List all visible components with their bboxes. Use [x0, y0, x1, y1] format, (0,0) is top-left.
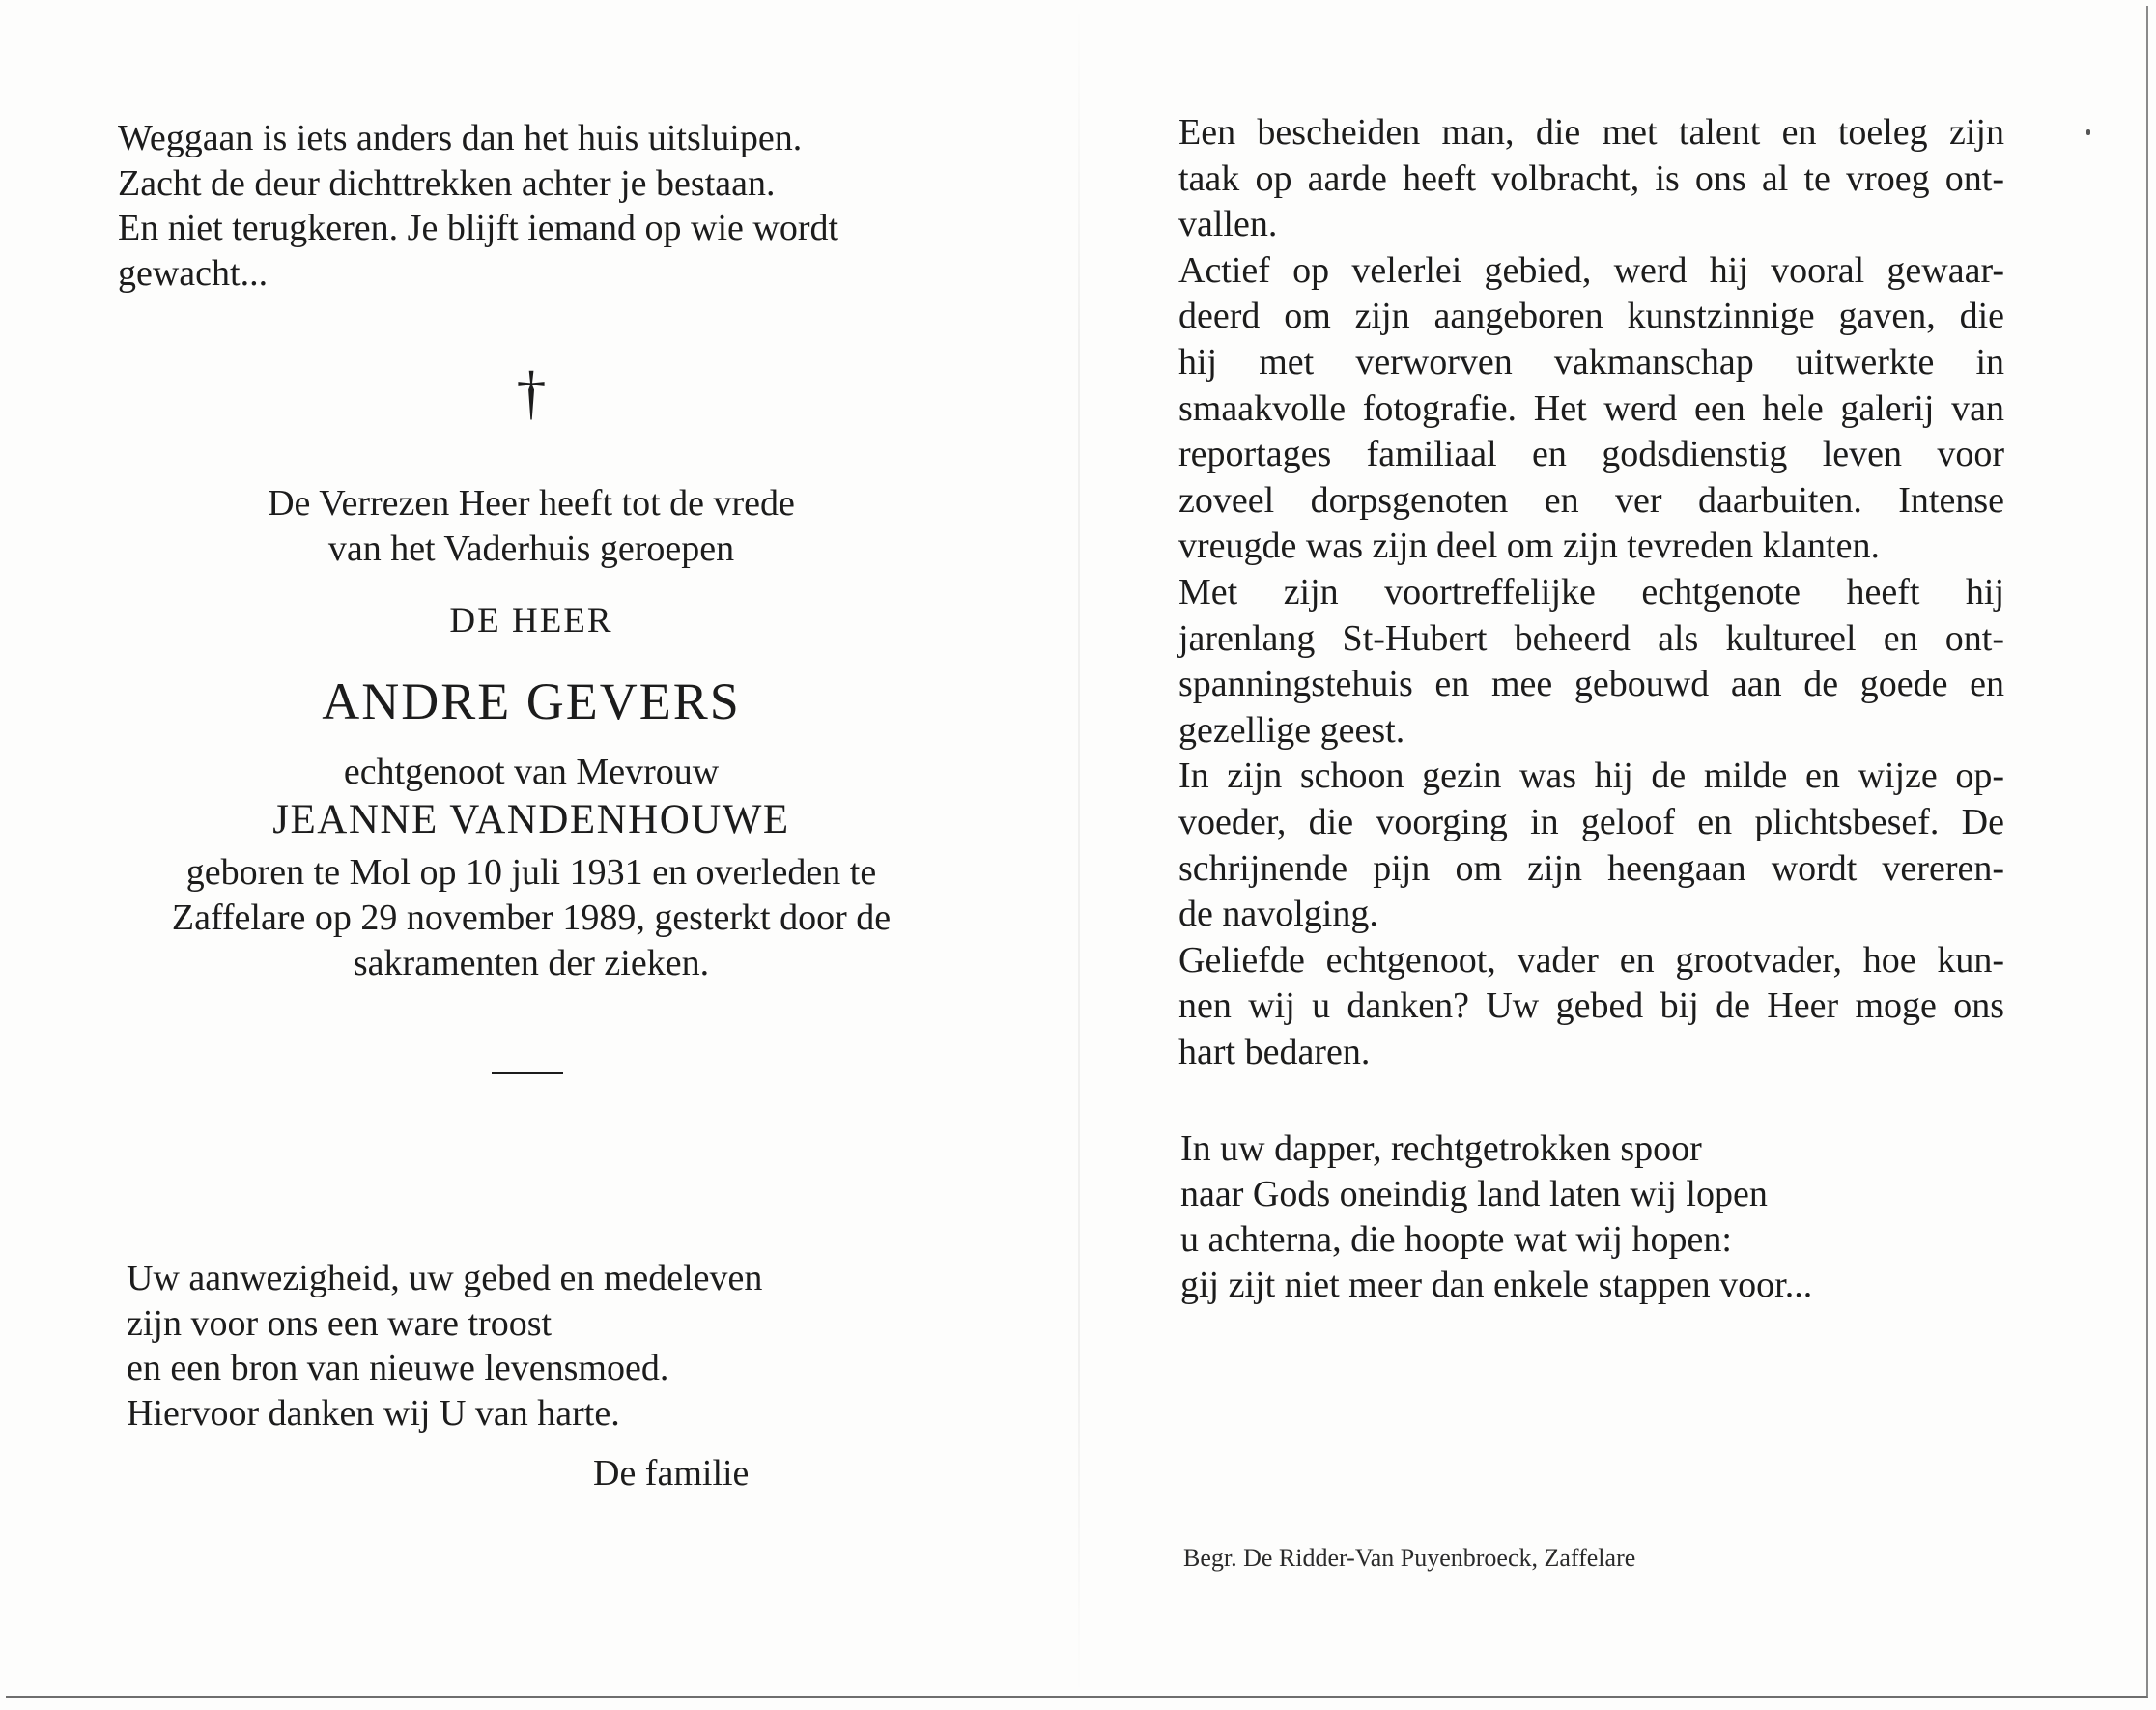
- separator-line: [492, 1072, 563, 1074]
- poem-line: naar Gods oneindig land laten wij lopen: [1180, 1174, 1768, 1214]
- intro-text: [97, 481, 966, 572]
- bio-line: zoveel dorpsgenoten en ver daarbuiten. Intense: [1178, 479, 2004, 521]
- thanks-line: Uw aanwezigheid, uw gebed en medeleven: [127, 1258, 763, 1298]
- bio-line: spanningstehuis en mee gebouwd aan de goede en: [1178, 664, 2004, 705]
- poem-line: u achterna, die hoopte wat wij hopen:: [1180, 1219, 1732, 1260]
- bio-line: In zijn schoon gezin was hij de milde en wijze op-: [1178, 755, 2004, 797]
- paper-speck: [2086, 129, 2090, 135]
- bio-line: Geliefde echtgenoot, vader en grootvader, hoe kun-: [1178, 939, 2004, 981]
- bio-line: vreugde was zijn deel om zijn tevreden klanten.: [1178, 526, 1880, 567]
- center-fold: [1078, 0, 1080, 1700]
- deceased-name: ANDRE GEVERS: [322, 672, 741, 730]
- bio-line: de navolging.: [1178, 894, 1378, 935]
- family-signature: De familie: [593, 1453, 750, 1494]
- bio-line: nen wij u danken? Uw gebed bij de Heer moge ons: [1178, 985, 2004, 1027]
- closing-poem: [1180, 1126, 1812, 1308]
- poem-line: Weggaan is iets anders dan het huis uitsluipen.: [118, 118, 803, 158]
- bio-line: schrijnende pijn om zijn heengaan wordt vereren-: [1178, 847, 2004, 889]
- bio-line: deerd om zijn aangeboren kunstzinnige gaven, die: [1178, 296, 2004, 337]
- dates-line: geboren te Mol op 10 juli 1931 en overleden te: [185, 852, 877, 893]
- bio-line: Met zijn voortreffelijke echtgenote heeft hij: [1178, 571, 2004, 613]
- bio-line: Actief op velerlei gebied, werd hij vooral gewaar-: [1178, 249, 2004, 291]
- dates-line: sakramenten der zieken.: [353, 943, 710, 983]
- biography: [1178, 110, 2004, 1075]
- printer-credit: Begr. De Ridder-Van Puyenbroeck, Zaffelare: [1183, 1544, 1636, 1572]
- bio-line: taak op aarde heeft volbracht, is ons al te vroeg ont-: [1178, 157, 2004, 199]
- dates-line: Zaffelare op 29 november 1989, gesterkt door de: [171, 898, 892, 938]
- intro-line: van het Vaderhuis geroepen: [327, 528, 735, 569]
- poem-line: En niet terugkeren. Je blijft iemand op wie wordt: [118, 208, 839, 248]
- bio-line: vallen.: [1178, 204, 1278, 245]
- bio-line: voeder, die voorging in geloof en plichtsbesef. De: [1178, 801, 2004, 842]
- birth-death-details: [97, 850, 966, 986]
- intro-line: De Verrezen Heer heeft tot de vrede: [268, 483, 795, 524]
- bio-line: hij met verworven vakmanschap uitwerkte in: [1178, 341, 2004, 383]
- bio-line: reportages familiaal en godsdienstig leven voor: [1178, 434, 2004, 475]
- thanks-line: Hiervoor danken wij U van harte.: [127, 1392, 620, 1434]
- thanks-line: en een bron van nieuwe levensmoed.: [127, 1348, 669, 1388]
- poem-line: In uw dapper, rechtgetrokken spoor: [1180, 1128, 1702, 1169]
- bio-line: smaakvolle fotografie. Het werd een hele galerij van: [1178, 387, 2004, 429]
- bio-line: Een bescheiden man, die met talent en toeleg zijn: [1178, 112, 2004, 153]
- spouse-name: JEANNE VANDENHOUWE: [272, 797, 790, 842]
- title: DE HEER: [449, 601, 613, 641]
- bio-line: hart bedaren.: [1178, 1031, 1371, 1072]
- poem-line: gewacht...: [118, 252, 269, 294]
- thanks-line: zijn voor ons een ware troost: [127, 1302, 553, 1344]
- poem-line: Zacht de deur dichttrekken achter je bestaan.: [118, 162, 776, 204]
- opening-poem: [118, 116, 838, 296]
- thanks-text: [127, 1256, 762, 1436]
- poem-line: gij zijt niet meer dan enkele stappen voor...: [1180, 1265, 1813, 1305]
- bio-line: gezellige geest.: [1178, 709, 1405, 751]
- spouse-prefix: echtgenoot van Mevrouw: [343, 752, 720, 792]
- cross-icon: †: [516, 360, 547, 426]
- bio-line: jarenlang St-Hubert beheerd als kultureel en ont-: [1178, 617, 2004, 659]
